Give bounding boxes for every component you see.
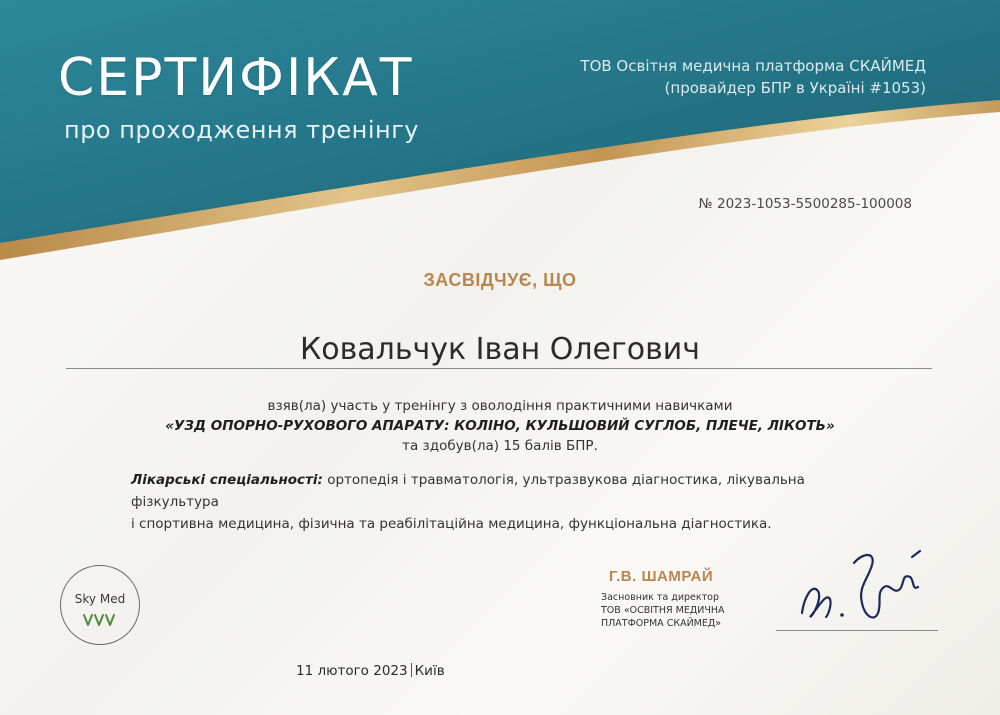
signature-icon xyxy=(792,543,932,633)
skymed-logo xyxy=(60,565,140,645)
date-place xyxy=(296,663,445,679)
issue-place: Київ xyxy=(414,663,445,679)
certificate-subtitle: про проходження тренінгу xyxy=(64,116,420,144)
specialties-list-1: ортопедія і травматологія, ультразвукова діагностика, лікувальна фізкультура xyxy=(131,472,805,510)
signature-line xyxy=(776,630,938,631)
specialties-list-2: і спортивна медицина, фізична та реабілітаційна медицина, функціональна діагностика. xyxy=(131,516,772,532)
participation-text: взяв(ла) участь у тренінгу з оволодіння практичними навичками xyxy=(267,398,733,414)
director-title-line-2: ТОВ «ОСВІТНЯ МЕДИЧНА xyxy=(601,605,725,616)
sprout-icon xyxy=(82,613,118,627)
provider-info xyxy=(506,55,926,99)
provider-name: ТОВ Освітня медична платформа СКАЙМЕД xyxy=(580,57,926,75)
certifies-heading: ЗАСВІДЧУЄ, ЩО xyxy=(423,270,577,290)
specialties-label: Лікарські спеціальності: xyxy=(131,472,323,488)
name-underline xyxy=(66,368,932,369)
director-title-line-1: Засновник та директор xyxy=(601,592,720,603)
banner-background xyxy=(0,0,1000,290)
training-description xyxy=(0,396,1000,456)
director-title-line-3: ПЛАТФОРМА СКАЙМЕД» xyxy=(601,618,722,629)
director-name: Г.В. ШАМРАЙ xyxy=(609,568,714,585)
course-title: «УЗД ОПОРНО-РУХОВОГО АПАРАТУ: КОЛІНО, КУЛЬШОВИЙ СУГЛОБ, ПЛЕЧЕ, ЛІКОТЬ» xyxy=(165,418,835,434)
specialties-block xyxy=(131,469,891,535)
logo-text: Sky Med xyxy=(74,592,126,606)
certificate-number: № 2023-1053-5500285-100008 xyxy=(698,196,912,212)
credits-text: та здобув(ла) 15 балів БПР. xyxy=(402,438,598,454)
provider-registration: (провайдер БПР в Україні #1053) xyxy=(664,79,926,97)
recipient-name: Ковальчук Іван Олегович xyxy=(299,332,701,367)
issue-date: 11 лютого 2023 xyxy=(296,663,408,679)
separator xyxy=(411,663,412,677)
certificate-title: СЕРТИФІКАТ xyxy=(58,48,414,108)
director-title xyxy=(601,591,725,630)
